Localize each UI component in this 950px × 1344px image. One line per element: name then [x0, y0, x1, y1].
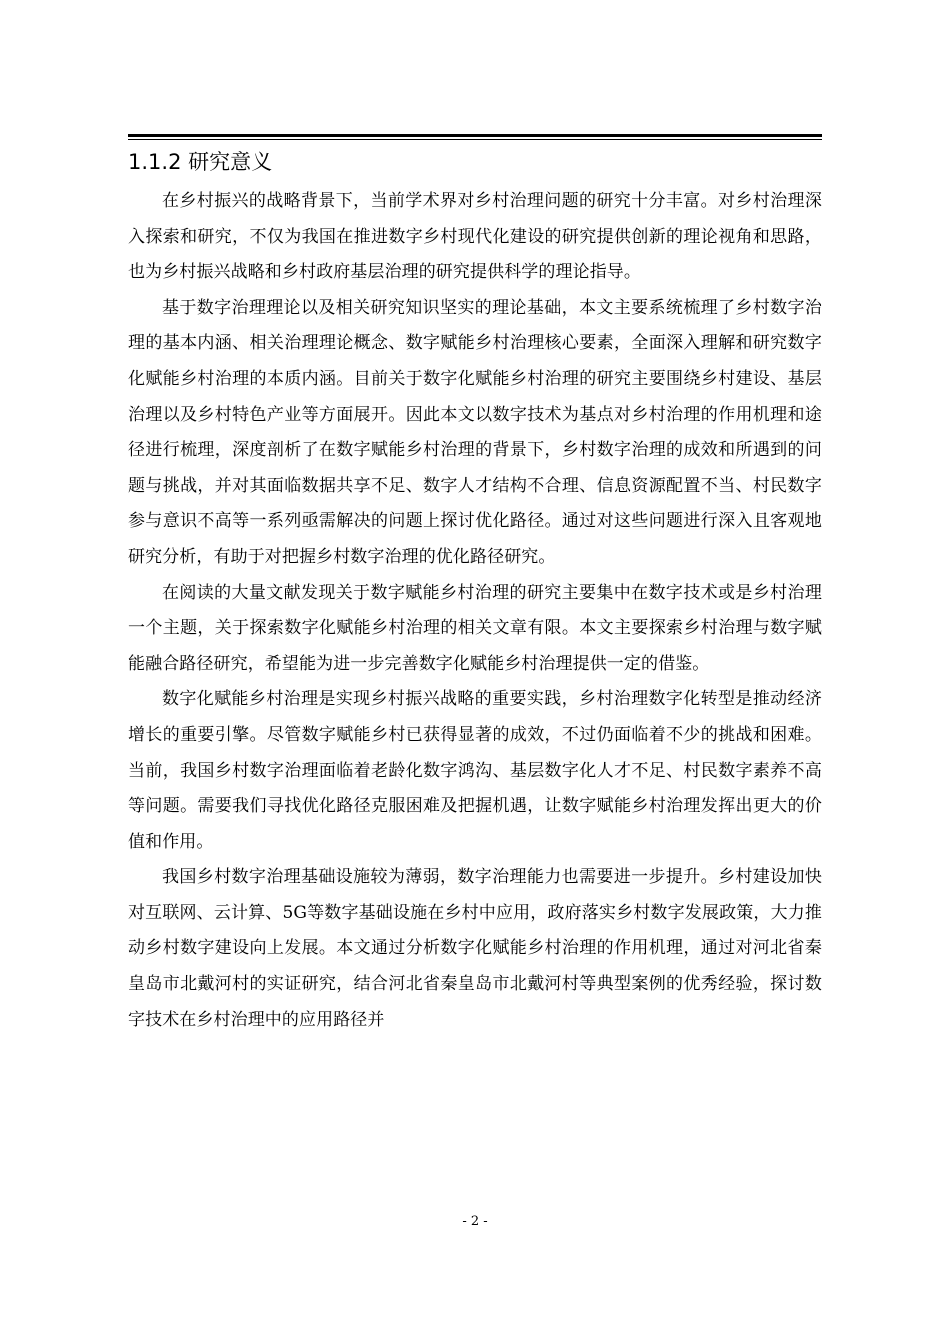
body-text — [128, 184, 822, 1038]
paragraph-3: 在阅读的大量文献发现关于数字赋能乡村治理的研究主要集中在数字技术或是乡村治理一个主题，关于探索数字化赋能乡村治理的相关文章有限。本文主要探索乡村治理与数字赋能融合路径研究，希望能为进一步完善数字化赋能乡村治理提供一定的借鉴。 — [128, 582, 822, 674]
header-rule-thick — [128, 134, 822, 137]
header-rule-thin — [128, 139, 822, 140]
paragraph-1: 在乡村振兴的战略背景下，当前学术界对乡村治理问题的研究十分丰富。对乡村治理深入探索和研究，不仅为我国在推进数字乡村现代化建设的研究提供创新的理论视角和思路，也为乡村振兴战略和乡村政府基层治理的研究提供科学的理论指导。 — [128, 191, 822, 283]
paragraph-5: 我国乡村数字治理基础设施较为薄弱，数字治理能力也需要进一步提升。乡村建设加快对互联网、云计算、5G等数字基础设施在乡村中应用，政府落实乡村数字发展政策，大力推动乡村数字建设向上发展。本文通过分析数字化赋能乡村治理的作用机理，通过对河北省秦皇岛市北戴河村的实证研究，结合河北省秦皇岛市北戴河村等典型案例的优秀经验，探讨数字技术在乡村治理中的应用路径并 — [128, 867, 822, 1030]
page-number: - 2 - — [462, 1214, 488, 1229]
paragraph-2: 基于数字治理理论以及相关研究知识坚实的理论基础，本文主要系统梳理了乡村数字治理的基本内涵、相关治理理论概念、数字赋能乡村治理核心要素，全面深入理解和研究数字化赋能乡村治理的本质内涵。目前关于数字化赋能乡村治理的研究主要围绕乡村建设、基层治理以及乡村特色产业等方面展开。因此本文以数字技术为基点对乡村治理的作用机理和途径进行梳理，深度剖析了在数字赋能乡村治理的背景下，乡村数字治理的成效和所遇到的问题与挑战，并对其面临数据共享不足、数字人才结构不合理、信息资源配置不当、村民数字参与意识不高等一系列亟需解决的问题上探讨优化路径。通过对这些问题进行深入且客观地研究分析，有助于对把握乡村数字治理的优化路径研究。 — [128, 297, 822, 567]
section-heading: 1.1.2 研究意义 — [128, 150, 273, 174]
paragraph-4: 数字化赋能乡村治理是实现乡村振兴战略的重要实践，乡村治理数字化转型是推动经济增长的重要引擎。尽管数字赋能乡村已获得显著的成效，不过仍面临着不少的挑战和困难。当前，我国乡村数字治理面临着老龄化数字鸿沟、基层数字化人才不足、村民数字素养不高等问题。需要我们寻找优化路径克服困难及把握机遇，让数字赋能乡村治理发挥出更大的价值和作用。 — [128, 689, 822, 852]
